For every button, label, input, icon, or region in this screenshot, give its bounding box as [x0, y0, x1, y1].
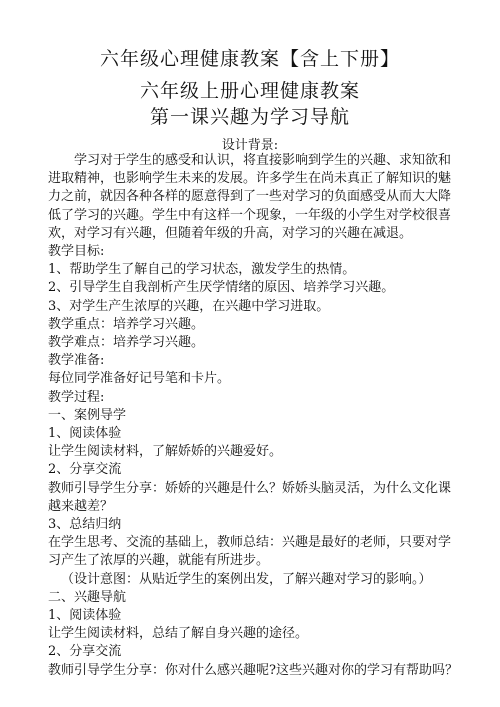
section-heading: 教学准备:: [48, 353, 105, 369]
section-heading: 教学过程:: [48, 389, 105, 405]
intro-paragraph: 学习对于学生的感受和认识，将直接影响到学生的兴趣、求知欲和进取精神，也影响学生未来的发展。许多学生在尚未真正了解知识的魅力之前，就因各种各样的愿意得到了一些对学习的负面感受从而大大降低了学习的兴趣。学生中有这样一个现象，一年级的小学生对学校很喜欢，对学习有兴趣，但随着年级的升高，对学习的兴趣在减退。: [48, 153, 452, 241]
step-text: 教师引导学生分享：你对什么感兴趣呢?这些兴趣对你的学习有帮助吗？: [48, 662, 458, 678]
document-subtitle: 六年级上册心理健康教案: [139, 80, 360, 102]
step-heading: 1、阅读体验: [48, 608, 122, 624]
objective-item: 2、引导学生自我剖析产生厌学情绪的原因、培养学习兴趣。: [48, 280, 395, 296]
step-heading: 1、阅读体验: [48, 426, 122, 442]
objective-item: 1、帮助学生了解自己的学习状态，激发学生的热情。: [48, 262, 356, 278]
document-body: [48, 152, 458, 680]
background-label: 设计背景:: [221, 138, 279, 153]
document-title: 六年级心理健康教案【含上下册】: [99, 48, 400, 70]
step-heading: 2、分享交流: [48, 644, 122, 660]
step-text: 让学生阅读材料，了解娇娇的兴趣爱好。: [48, 444, 283, 460]
step-text: 教师引导学生分享：娇娇的兴趣是什么？娇娇头脑灵活，为什么文化课越来越差？: [48, 480, 452, 514]
section-heading: 教学目标:: [48, 244, 105, 260]
step-heading: 2、分享交流: [48, 462, 122, 478]
step-heading: 3、总结归纳: [48, 517, 122, 533]
step-text: 在学生思考、交流的基础上，教师总结：兴趣是最好的老师，只要对学习产生了浓厚的兴趣，就能有所进步。: [48, 535, 452, 569]
part-heading: 二、兴趣导航: [48, 589, 127, 605]
design-intent-note: （设计意图：从贴近学生的案例出发，了解兴趣对学习的影响。）: [61, 571, 432, 587]
part-heading: 一、案例导学: [48, 407, 127, 423]
step-text: 让学生阅读材料，总结了解自身兴趣的途径。: [48, 626, 309, 642]
lesson-title: 第一课兴趣为学习导航: [149, 106, 350, 128]
objective-item: 3、对学生产生浓厚的兴趣，在兴趣中学习进取。: [48, 298, 330, 314]
preparation-text: 每位同学准备好记号笔和卡片。: [48, 371, 231, 387]
difficult-point: 教学难点：培养学习兴趣。: [48, 335, 205, 351]
key-point: 教学重点：培养学习兴趣。: [48, 316, 205, 332]
